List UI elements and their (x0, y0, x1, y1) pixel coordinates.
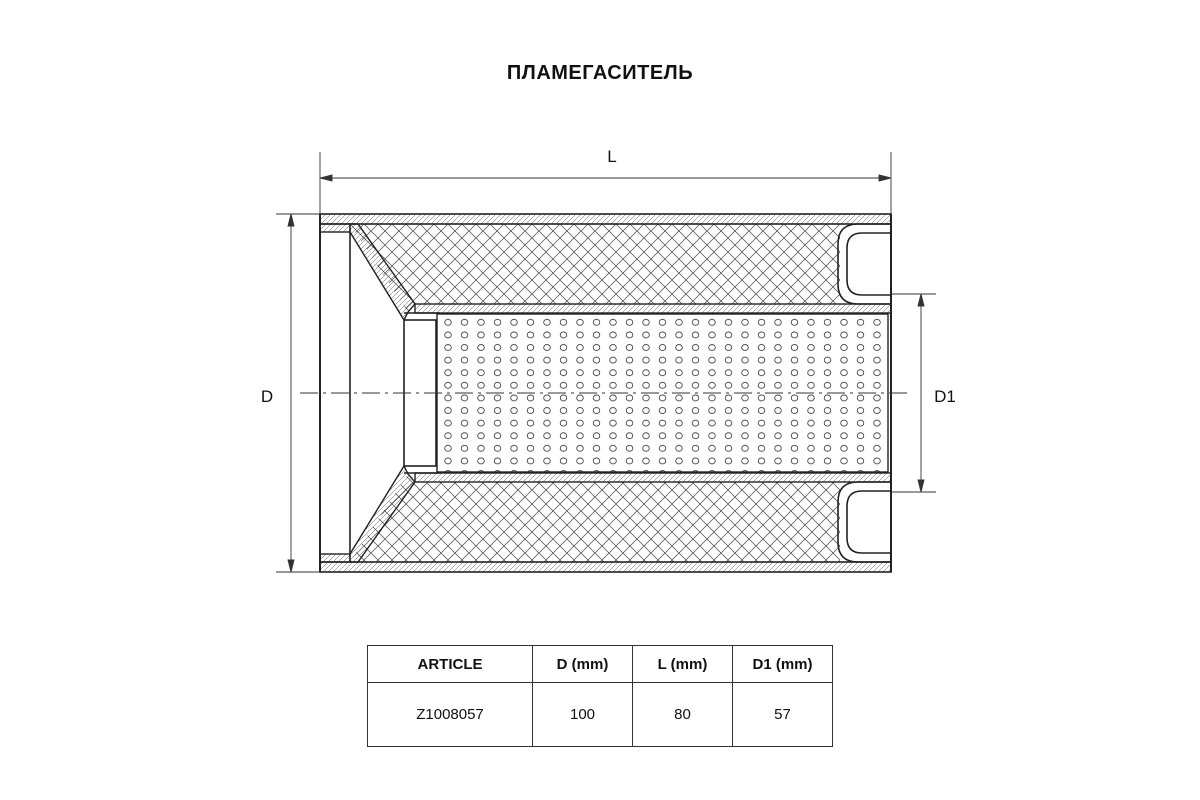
header-l: L (mm) (633, 646, 733, 683)
outer-diameter-label: D (260, 387, 274, 406)
dimension-length (320, 152, 891, 214)
table-header-row (368, 646, 833, 683)
cell-d: 100 (533, 683, 633, 747)
header-d: D (mm) (533, 646, 633, 683)
spec-table (367, 645, 833, 747)
cell-l: 80 (633, 683, 733, 747)
cell-article: Z1008057 (368, 683, 533, 747)
header-d1: D1 (mm) (733, 646, 833, 683)
inner-diameter-label: D1 (934, 387, 956, 406)
drawing-title: ПЛАМЕГАСИТЕЛЬ (506, 62, 694, 84)
header-article: ARTICLE (368, 646, 533, 683)
length-label: L (607, 147, 617, 166)
cell-d1: 57 (733, 683, 833, 747)
table-row (368, 683, 833, 747)
